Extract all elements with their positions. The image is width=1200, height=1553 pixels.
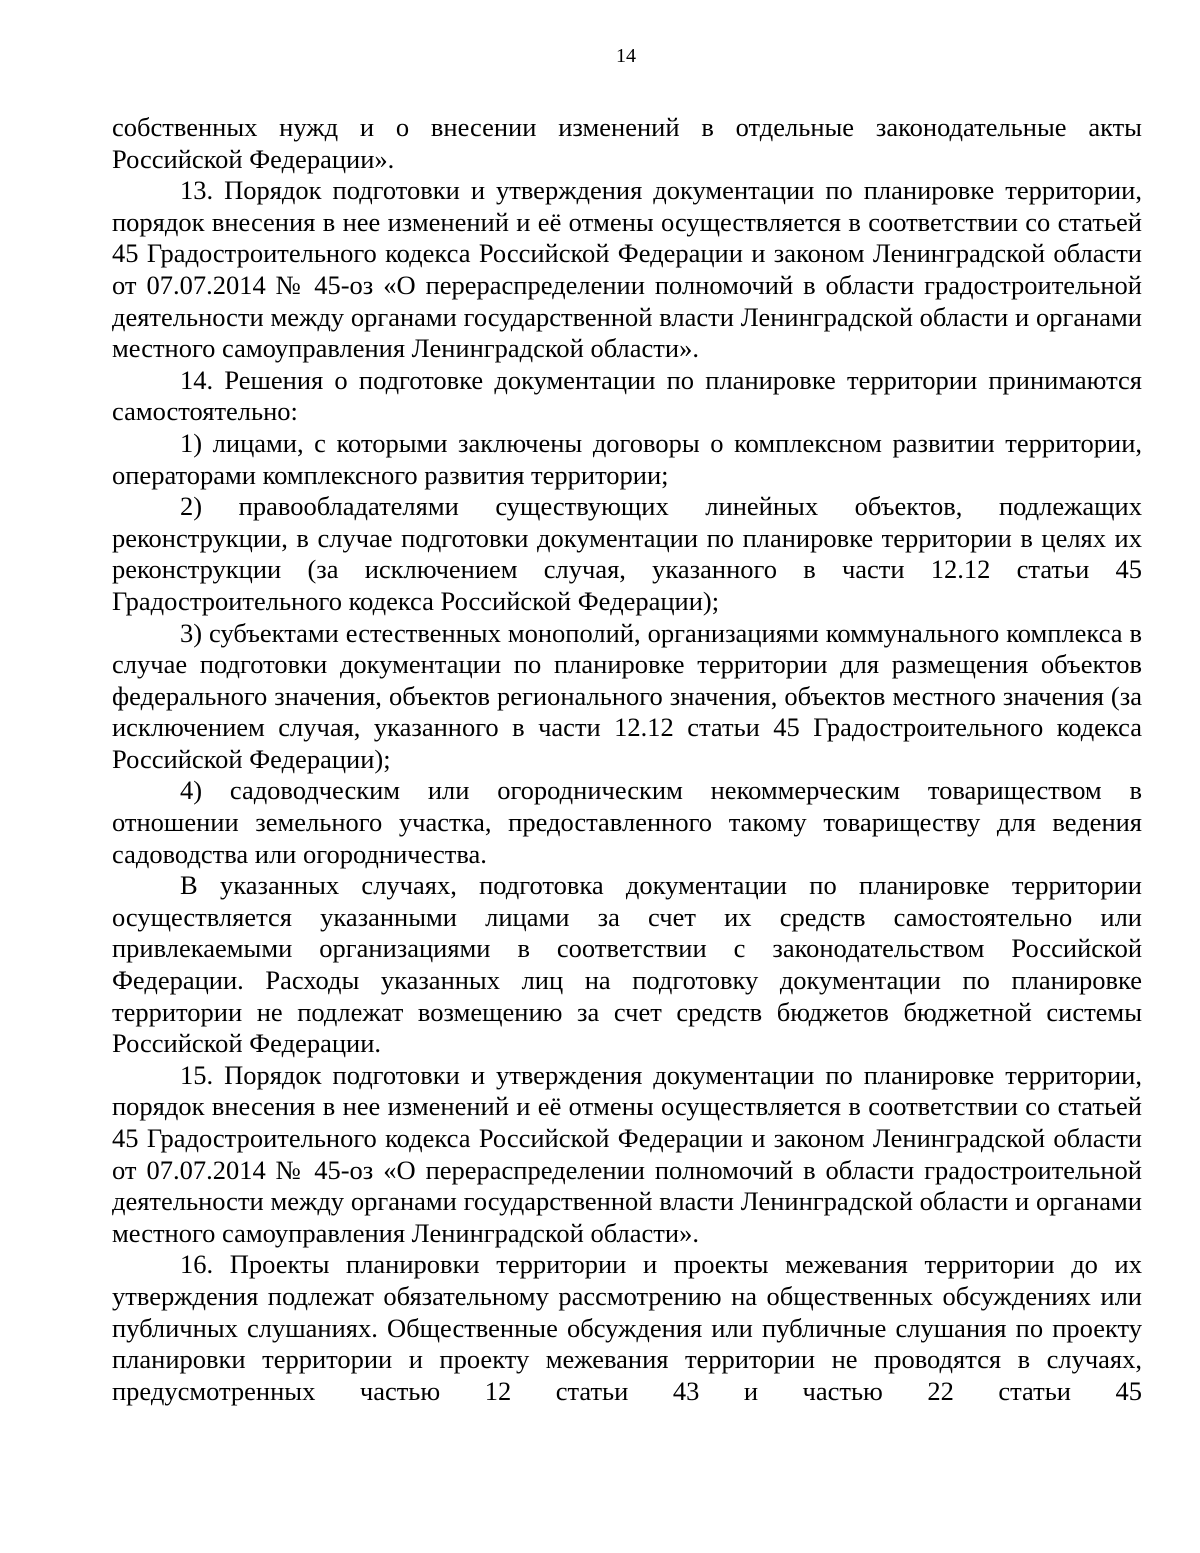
document-body	[112, 112, 1142, 1407]
paragraph-item-14: 14. Решения о подготовке документации по планировке территории принимаются самостоятельно:	[112, 364, 1142, 427]
paragraph-item-15: 15. Порядок подготовки и утверждения документации по планировке территории, порядок внесения в нее изменений и её отмены осуществляется в соответствии со статьей 45 Градостроительного кодекса Российской Федерации и законом Ленинградской области от 07.07.2014 № 45-оз «О перераспределении полномочий в области градостроительной деятельности между органами государственной власти Ленинградской области и органами местного самоуправления Ленинградской области».	[112, 1059, 1142, 1248]
paragraph-subitem-3: 3) субъектами естественных монополий, организациями коммунального комплекса в случае подготовки документации по планировке территории для размещения объектов федерального значения, объектов регионального значения, объектов местного значения (за исключением случая, указанного в части 12.12 статьи 45 Градостроительного кодекса Российской Федерации);	[112, 617, 1142, 774]
paragraph-subitem-4: 4) садоводческим или огородническим некоммерческим товариществом в отношении земельного участка, предоставленного такому товариществу для ведения садоводства или огородничества.	[112, 775, 1142, 869]
paragraph-expenses: В указанных случаях, подготовка документации по планировке территории осуществляется указанными лицами за счет их средств самостоятельно или привлекаемыми организациями в соответствии с законодательством Российской Федерации. Расходы указанных лиц на подготовку документации по планировке территории не подлежат возмещению за счет средств бюджетов бюджетной системы Российской Федерации.	[112, 870, 1142, 1059]
paragraph-continuation: собственных нужд и о внесении изменений в отдельные законодательные акты Российской Федерации».	[112, 112, 1142, 174]
page-number: 14	[616, 45, 636, 67]
paragraph-subitem-2: 2) правообладателями существующих линейных объектов, подлежащих реконструкции, в случае подготовки документации по планировке территории в целях их реконструкции (за исключением случая, указанного в части 12.12 статьи 45 Градостроительного кодекса Российской Федерации);	[112, 491, 1142, 616]
paragraph-item-13: 13. Порядок подготовки и утверждения документации по планировке территории, порядок внесения в нее изменений и её отмены осуществляется в соответствии со статьей 45 Градостроительного кодекса Российской Федерации и законом Ленинградской области от 07.07.2014 № 45-оз «О перераспределении полномочий в области градостроительной деятельности между органами государственной власти Ленинградской области и органами местного самоуправления Ленинградской области».	[112, 175, 1142, 364]
paragraph-item-16: 16. Проекты планировки территории и проекты межевания территории до их утверждения подлежат обязательному рассмотрению на общественных обсуждениях или публичных слушаниях. Общественные обсуждения или публичные слушания по проекту планировки территории и проекту межевания территории не проводятся в случаях, предусмотренных частью 12 статьи 43 и частью 22 статьи 45	[112, 1249, 1142, 1406]
paragraph-subitem-1: 1) лицами, с которыми заключены договоры о комплексном развитии территории, операторами комплексного развития территории;	[112, 427, 1142, 490]
